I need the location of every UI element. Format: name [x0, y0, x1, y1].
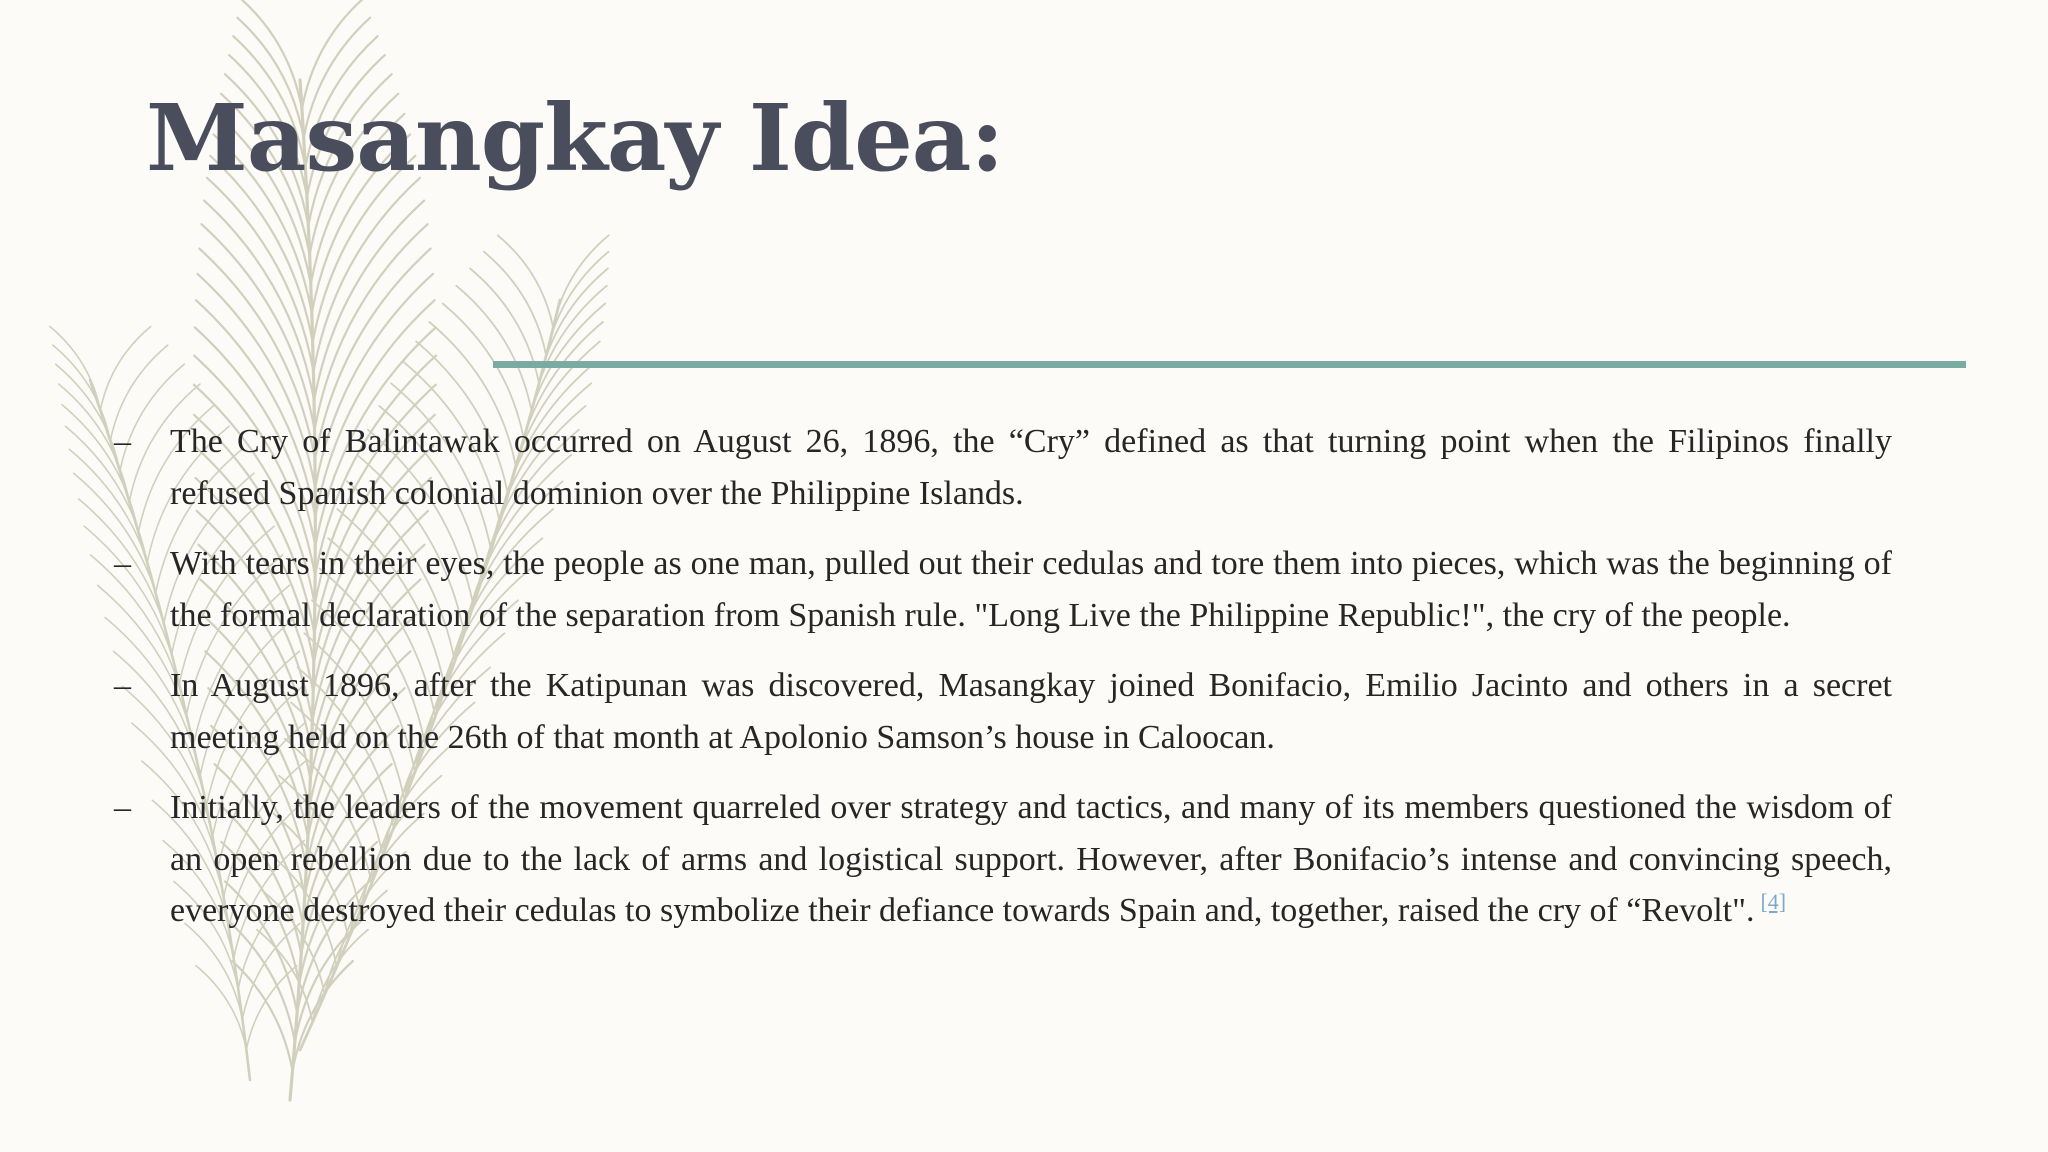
bullet-item [112, 782, 1892, 937]
bullet-text: With tears in their eyes, the people as one man, pulled out their cedulas and tore them into pieces, which was the beginning of the formal declaration of the separation from Spanish rule. "Long Live the Philippine Republic!", the cry of the people. [170, 545, 1892, 634]
bullet-item [112, 538, 1892, 641]
bullet-marker: – [114, 423, 131, 460]
bullet-text: The Cry of Balintawak occurred on August 26, 1896, the “Cry” defined as that turning point when the Filipinos finally refused Spanish colonial dominion over the Philippine Islands. [170, 423, 1892, 512]
bullet-item [112, 660, 1892, 763]
bullet-marker: – [114, 667, 131, 704]
bullet-list [112, 416, 1892, 956]
bullet-text: In August 1896, after the Katipunan was discovered, Masangkay joined Bonifacio, Emilio Jacinto and others in a secret meeting held on the 26th of that month at Apolonio Samson’s house in Caloocan. [170, 667, 1892, 756]
title-divider [493, 361, 1966, 368]
bullet-marker: – [114, 789, 131, 826]
citation-link[interactable]: [4] [1760, 888, 1787, 914]
bullet-marker: – [114, 545, 131, 582]
slide-title: Masangkay Idea: [146, 84, 1004, 192]
bullet-text: Initially, the leaders of the movement quarreled over strategy and tactics, and many of its members questioned the wisdom of an open rebellion due to the lack of arms and logistical support. However, after Bonifacio’s intense and convincing speech, everyone destroyed their cedulas to symbolize their defiance towards Spain and, together, raised the cry of “Revolt". [170, 789, 1892, 929]
bullet-item [112, 416, 1892, 519]
